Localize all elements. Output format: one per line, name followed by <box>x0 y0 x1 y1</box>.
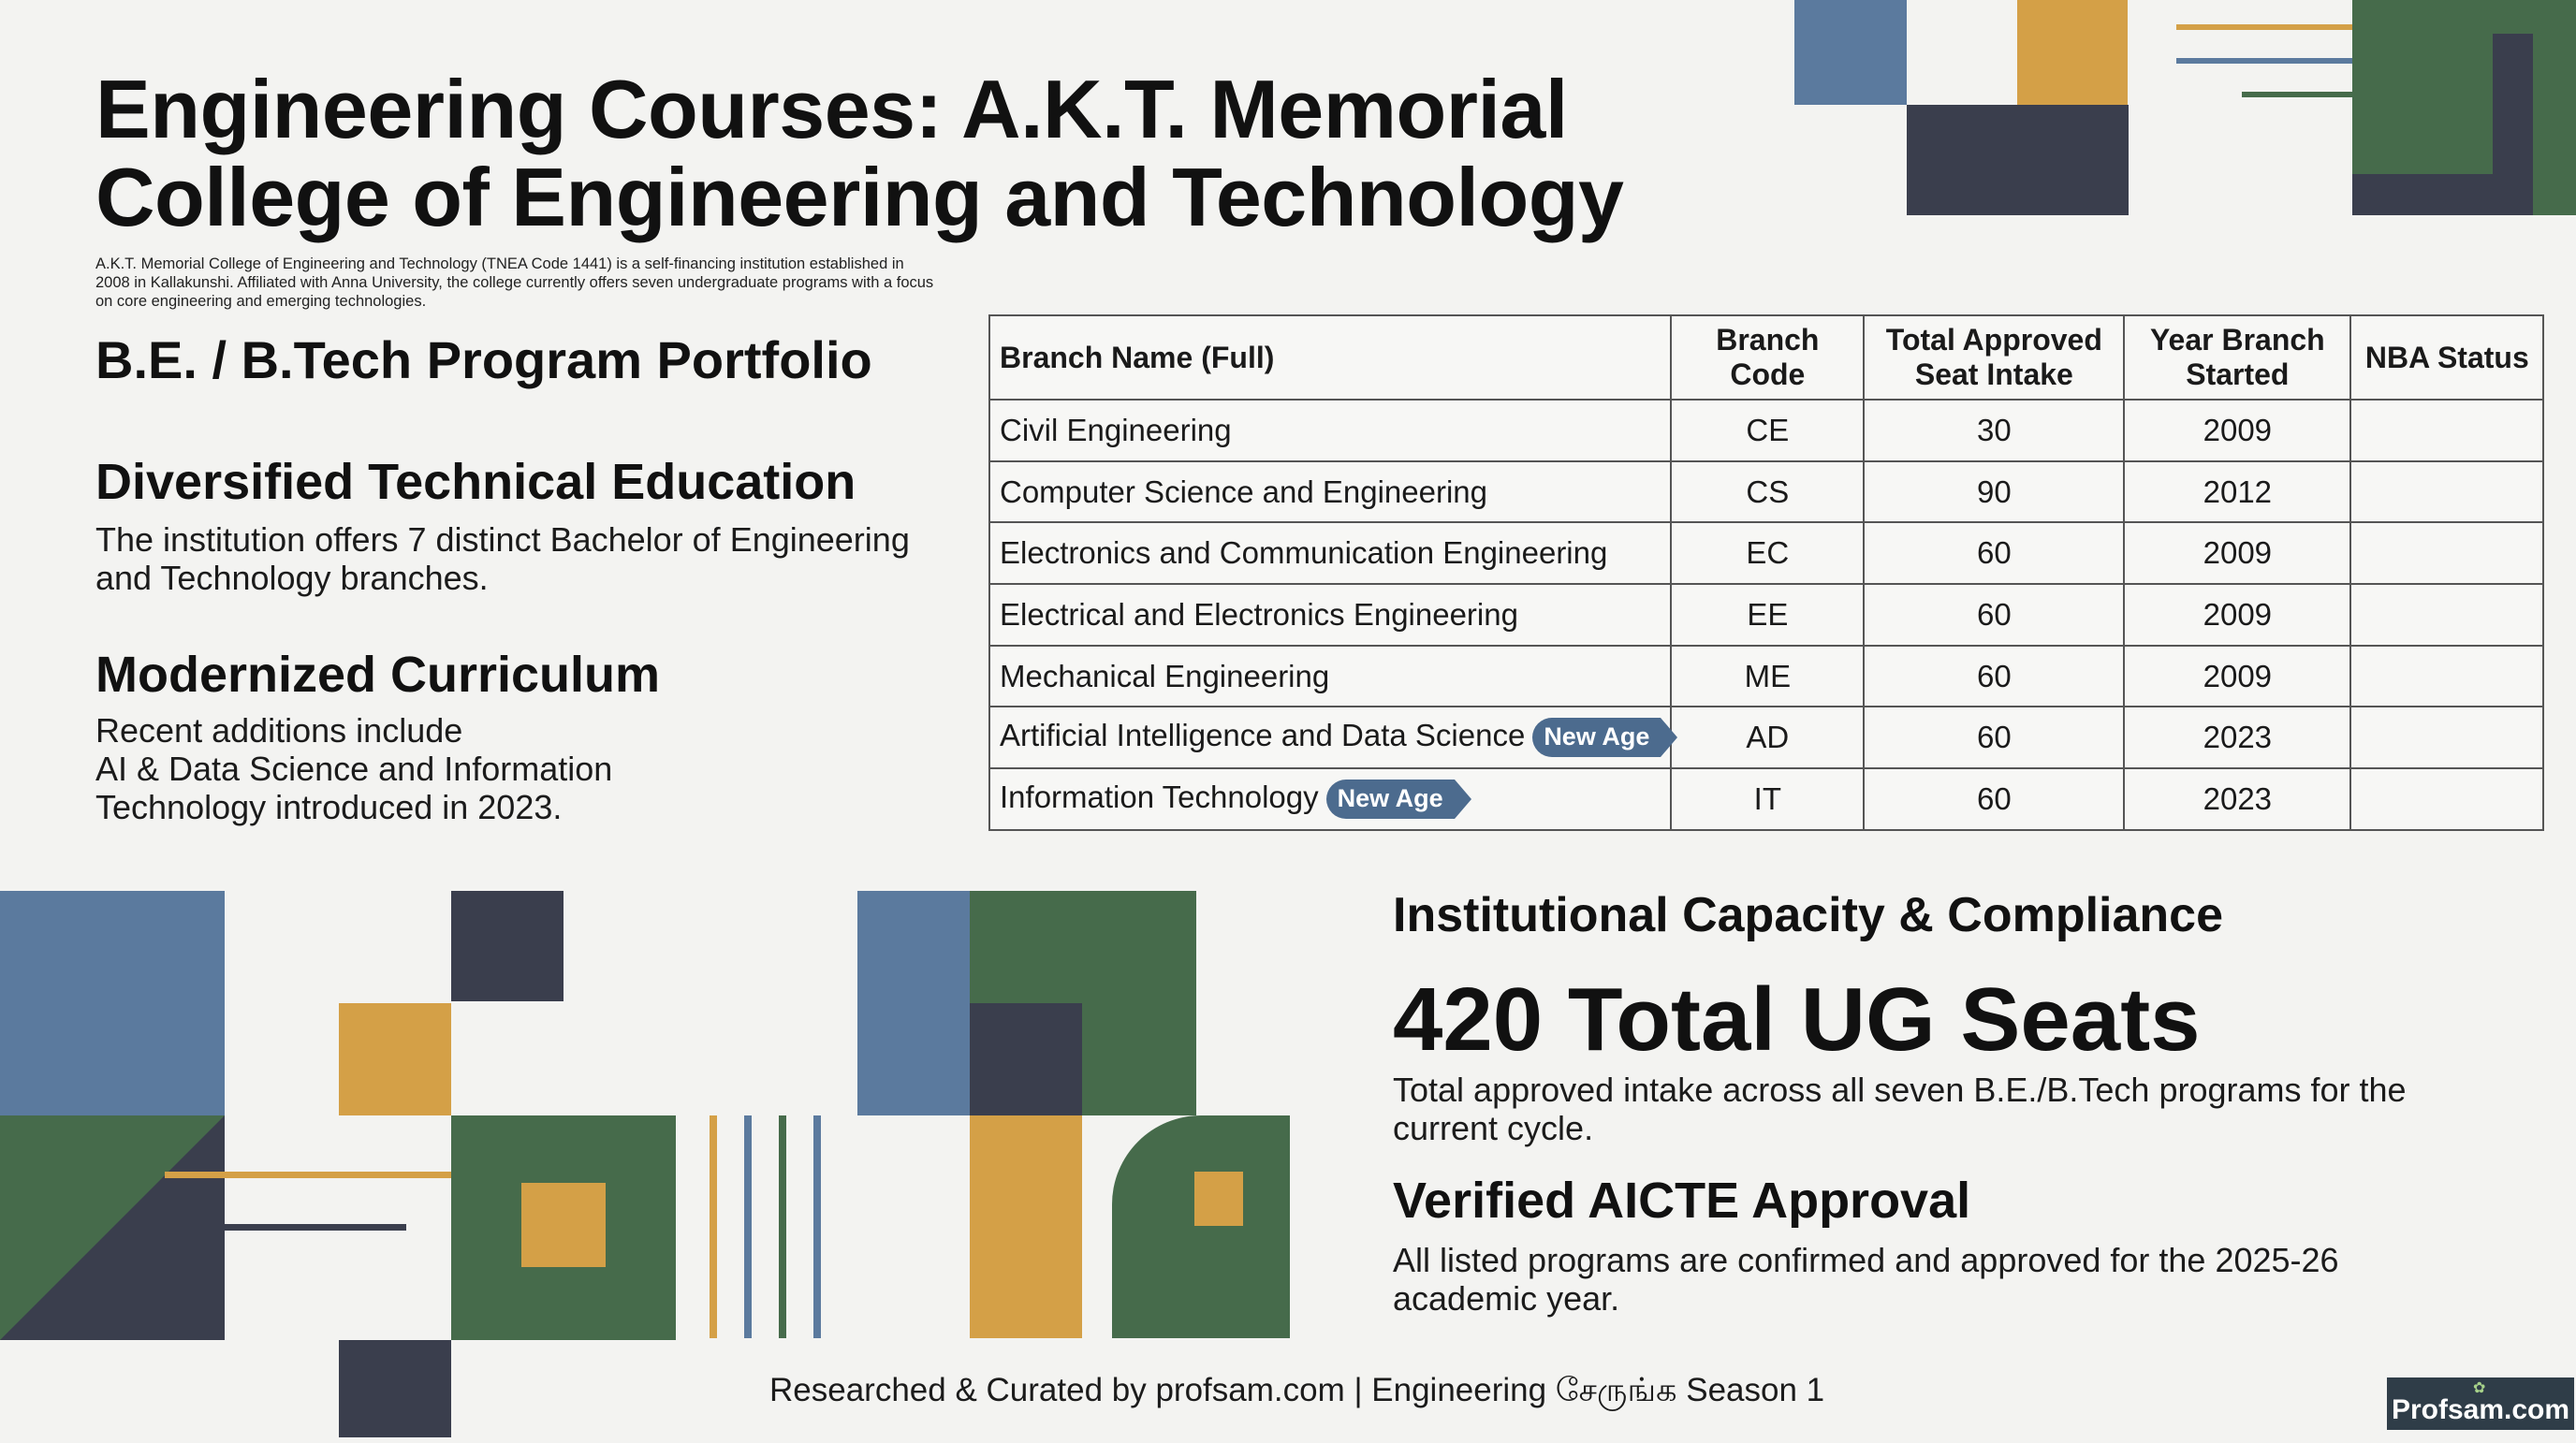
branch-table <box>988 314 2544 831</box>
deco-line <box>779 1115 786 1338</box>
nba-status-cell <box>2350 646 2543 707</box>
branch-code-cell <box>1671 707 1864 768</box>
seat-intake-cell <box>1864 522 2124 584</box>
deco-line <box>813 1115 821 1338</box>
diversified-heading: Diversified Technical Education <box>95 454 856 510</box>
portfolio-heading: B.E. / B.Tech Program Portfolio <box>95 330 872 389</box>
branch-code-cell <box>1671 400 1864 461</box>
deco-block <box>0 891 225 1115</box>
table-row <box>989 646 2543 707</box>
column-header: NBA Status <box>2350 315 2543 400</box>
deco-arch <box>1112 1115 1290 1338</box>
branch-name-cell-text: Electronics and Communication Engineering <box>1000 535 1608 571</box>
column-header: Branch Name (Full) <box>989 315 1671 400</box>
seat-intake-cell-text: 60 <box>1976 596 2012 632</box>
branch-name-cell <box>989 707 1671 768</box>
deco-line <box>225 1224 406 1231</box>
year-started-cell-text: 2012 <box>2203 474 2273 509</box>
branch-name-cell-text: Mechanical Engineering <box>1000 658 1330 693</box>
year-started-cell <box>2124 646 2350 707</box>
seat-intake-cell <box>1864 768 2124 830</box>
branch-name-cell <box>989 646 1671 707</box>
year-started-cell <box>2124 584 2350 646</box>
table-row <box>989 461 2543 523</box>
year-started-cell <box>2124 461 2350 523</box>
branch-code-cell-text: ME <box>1744 658 1792 693</box>
branch-name-cell <box>989 584 1671 646</box>
new-age-badge: New Age <box>1532 718 1661 757</box>
capacity-heading: Institutional Capacity & Compliance <box>1393 888 2224 942</box>
table-row <box>989 768 2543 830</box>
column-header: Year Branch Started <box>2124 315 2350 400</box>
branch-name-cell-text: Computer Science and Engineering <box>1000 474 1487 509</box>
modernized-text: Recent additions include AI & Data Science and Information Technology introduced in 2023. <box>95 711 613 826</box>
branch-name-cell-text: Artificial Intelligence and Data Science <box>1000 718 1526 753</box>
seat-intake-cell-text: 60 <box>1976 658 2012 693</box>
seats-text: Total approved intake across all seven B.E./B.Tech programs for the current cycle. <box>1393 1071 2407 1147</box>
seat-intake-cell-text: 60 <box>1976 720 2012 755</box>
table-row <box>989 400 2543 461</box>
year-started-cell-text: 2023 <box>2203 720 2273 755</box>
seat-intake-cell-text: 30 <box>1976 412 2012 447</box>
branch-name-cell <box>989 768 1671 830</box>
year-started-cell <box>2124 768 2350 830</box>
deco-line <box>2242 92 2352 97</box>
deco-line <box>2176 24 2352 30</box>
seat-intake-cell <box>1864 707 2124 768</box>
nba-status-cell <box>2350 522 2543 584</box>
deco-block <box>970 1003 1082 1115</box>
year-started-cell <box>2124 707 2350 768</box>
branch-code-cell <box>1671 646 1864 707</box>
deco-block <box>857 891 970 1115</box>
seat-intake-cell <box>1864 646 2124 707</box>
seat-intake-cell-text: 60 <box>1976 535 2012 571</box>
deco-block <box>1907 105 2129 215</box>
seats-headline: 420 Total UG Seats <box>1393 969 2201 1070</box>
year-started-cell-text: 2023 <box>2203 780 2273 816</box>
nba-status-cell <box>2350 768 2543 830</box>
table-row <box>989 522 2543 584</box>
leaf-icon: ✿ <box>2473 1380 2486 1396</box>
deco-block <box>1794 0 1907 105</box>
branch-code-cell-text: CE <box>1746 412 1790 447</box>
nba-status-cell <box>2350 461 2543 523</box>
seat-intake-cell <box>1864 400 2124 461</box>
modernized-heading: Modernized Curriculum <box>95 647 661 703</box>
year-started-cell <box>2124 400 2350 461</box>
deco-triangles <box>0 1115 225 1340</box>
branch-name-cell-text: Electrical and Electronics Engineering <box>1000 596 1518 632</box>
deco-block <box>451 891 564 1001</box>
intro-text: A.K.T. Memorial College of Engineering and Technology (TNEA Code 1441) is a self-financing institution established in 2008 in Kallakunshi. Affiliated with Anna University, the college currently offers seven undergraduate programs with a focus on core engineering and emerging technologies. <box>95 255 934 310</box>
logo-text: Profsam.com <box>2391 1394 2570 1425</box>
deco-block <box>970 1115 1082 1338</box>
branch-name-cell-text: Information Technology <box>1000 779 1319 814</box>
footer-credit: Researched & Curated by profsam.com | Engineering சேருங்க Season 1 <box>769 1372 1825 1408</box>
branch-code-cell-text: IT <box>1753 780 1781 816</box>
new-age-badge: New Age <box>1326 780 1455 819</box>
column-header: Total Approved Seat Intake <box>1864 315 2124 400</box>
seat-intake-cell-text: 60 <box>1976 780 2012 816</box>
profsam-logo <box>2387 1377 2574 1430</box>
page-title: Engineering Courses: A.K.T. Memorial College of Engineering and Technology <box>95 63 1624 243</box>
branch-code-cell-text: CS <box>1746 474 1790 509</box>
seat-intake-cell-text: 90 <box>1976 474 2012 509</box>
deco-block <box>2352 34 2493 174</box>
nba-status-cell <box>2350 584 2543 646</box>
year-started-cell-text: 2009 <box>2203 658 2273 693</box>
branch-name-cell-text: Civil Engineering <box>1000 412 1232 447</box>
nba-status-cell <box>2350 400 2543 461</box>
deco-block <box>521 1183 606 1267</box>
diversified-text: The institution offers 7 distinct Bachelor of Engineering and Technology branches. <box>95 520 910 597</box>
deco-line <box>710 1115 717 1338</box>
branch-code-cell <box>1671 584 1864 646</box>
aicte-heading: Verified AICTE Approval <box>1393 1173 1971 1229</box>
seat-intake-cell <box>1864 584 2124 646</box>
year-started-cell-text: 2009 <box>2203 535 2273 571</box>
deco-line <box>2176 58 2352 64</box>
aicte-text: All listed programs are confirmed and approved for the 2025-26 academic year. <box>1393 1241 2339 1318</box>
branch-name-cell <box>989 400 1671 461</box>
branch-code-cell <box>1671 461 1864 523</box>
branch-name-cell <box>989 522 1671 584</box>
seat-intake-cell <box>1864 461 2124 523</box>
deco-block <box>2017 0 2128 105</box>
table-header-row <box>989 315 2543 400</box>
deco-line <box>744 1115 752 1338</box>
year-started-cell <box>2124 522 2350 584</box>
deco-line <box>165 1172 451 1178</box>
branch-code-cell <box>1671 522 1864 584</box>
year-started-cell-text: 2009 <box>2203 596 2273 632</box>
branch-code-cell-text: EC <box>1746 535 1790 571</box>
branch-code-cell-text: EE <box>1747 596 1789 632</box>
nba-status-cell <box>2350 707 2543 768</box>
year-started-cell-text: 2009 <box>2203 412 2273 447</box>
branch-code-cell <box>1671 768 1864 830</box>
branch-name-cell <box>989 461 1671 523</box>
deco-block <box>339 1340 451 1437</box>
column-header: Branch Code <box>1671 315 1864 400</box>
deco-block <box>339 1003 451 1115</box>
branch-code-cell-text: AD <box>1746 720 1790 755</box>
table-row <box>989 707 2543 768</box>
table-row <box>989 584 2543 646</box>
